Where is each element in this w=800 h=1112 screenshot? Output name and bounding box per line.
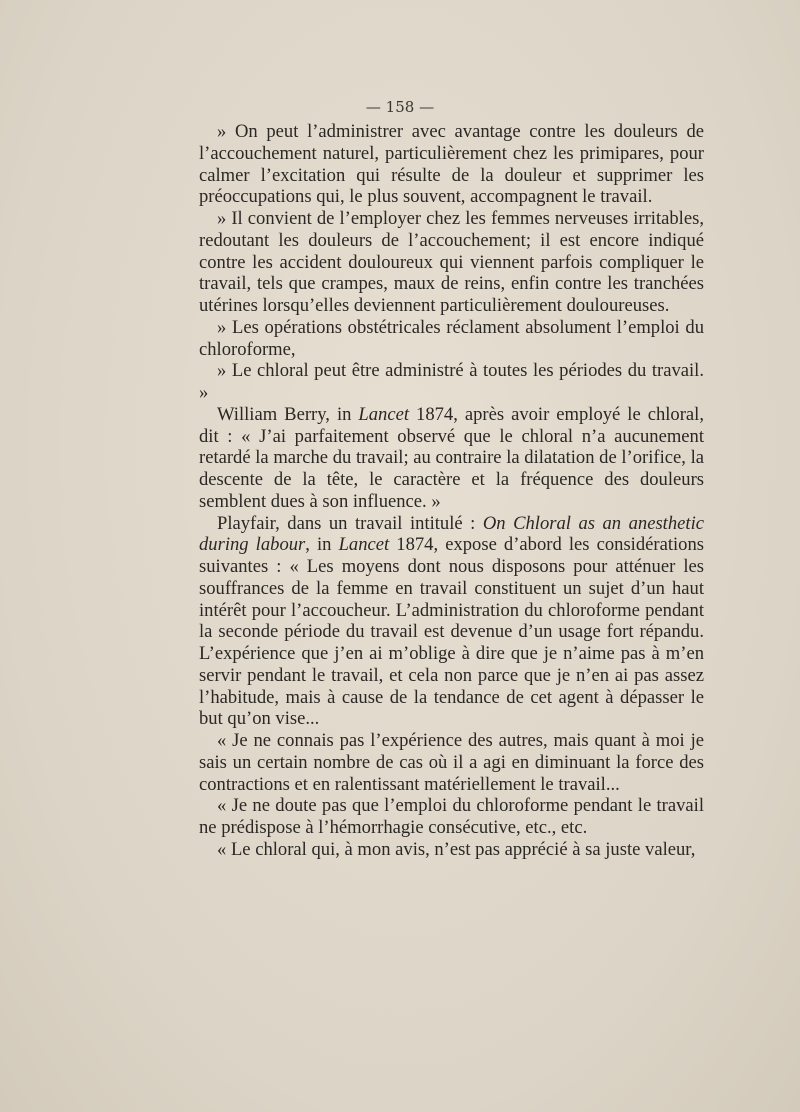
page-number: — 158 — xyxy=(365,98,435,116)
text-run: « Le chloral qui, à mon avis, n’est pas apprécié à sa juste valeur, xyxy=(217,838,696,860)
text-run: » On peut l’administrer avec avantage contre les douleurs de l’accouchement naturel, particulièrement chez les primipares, pour calmer l’excitation qui résulte de la douleur et supprimer les préoccupations qui, le plus souvent, accompagnent le travail. xyxy=(199,121,704,208)
text-run: » Le chloral peut être administré à toutes les périodes du travail. » xyxy=(199,360,704,403)
text-run: « Je ne connais pas l’expérience des autres, mais quant à moi je sais un certain nombre de cas où il a agi en diminuant la force des contractions et en ralentissant matériellement le travail... xyxy=(199,730,704,795)
paragraph xyxy=(199,795,704,839)
text-run: , in xyxy=(305,534,339,556)
paragraph xyxy=(199,121,704,208)
text-run: William Berry, in xyxy=(217,403,359,425)
paragraph xyxy=(199,404,704,513)
paragraph xyxy=(199,208,704,317)
italic-text: Lancet xyxy=(358,403,410,425)
body-text xyxy=(199,121,704,861)
italic-text: On Chloral as an anesthetic during labour xyxy=(199,512,704,556)
paragraph xyxy=(199,839,704,861)
paragraph xyxy=(199,513,704,731)
text-run: » Les opérations obstétricales réclament absolument l’emploi du chloroforme, xyxy=(199,316,704,360)
italic-text: Lancet xyxy=(338,534,390,556)
paragraph xyxy=(199,360,704,404)
text-run: Playfair, dans un travail intitulé : xyxy=(217,512,483,534)
text-run: « Je ne doute pas que l’emploi du chloroforme pendant le travail ne prédispose à l’hémorrhagie consécutive, etc., etc. xyxy=(199,795,704,838)
paragraph xyxy=(199,730,704,795)
text-run: 1874, après avoir employé le chloral, dit : « J’ai parfaitement observé que le chloral n’a aucunement retardé la marche du travail; au contraire la dilatation de l’orifice, la descente de la tête, le caractère et la fréquence des douleurs semblent dues à son influence. » xyxy=(199,403,704,512)
text-run: » Il convient de l’employer chez les femmes nerveuses irritables, redoutant les douleurs de l’accouchement; il est encore indiqué contre les accident douloureux qui viennent parfois compliquer le travail, tels que crampes, maux de reins, enfin contre les tranchées utérines lorsqu’elles deviennent particulièrement douloureuses. xyxy=(199,208,704,316)
paragraph xyxy=(199,317,704,361)
text-run: 1874, expose d’abord les considérations suivantes : « Les moyens dont nous disposons pour atténuer les souffrances de la femme en travail constituent un sujet d’un haut intérêt pour l’accoucheur. L’administration du chloroforme pendant la seconde période du travail est devenue d’un usage fort répandu. L’expérience que j’en ai m’oblige à dire que je n’aime pas à m’en servir pendant le travail, et cela non parce que je n’en ai pas assez l’habitude, mais à cause de la tendance de cet agent à dépasser le but qu’on vise... xyxy=(199,534,704,730)
